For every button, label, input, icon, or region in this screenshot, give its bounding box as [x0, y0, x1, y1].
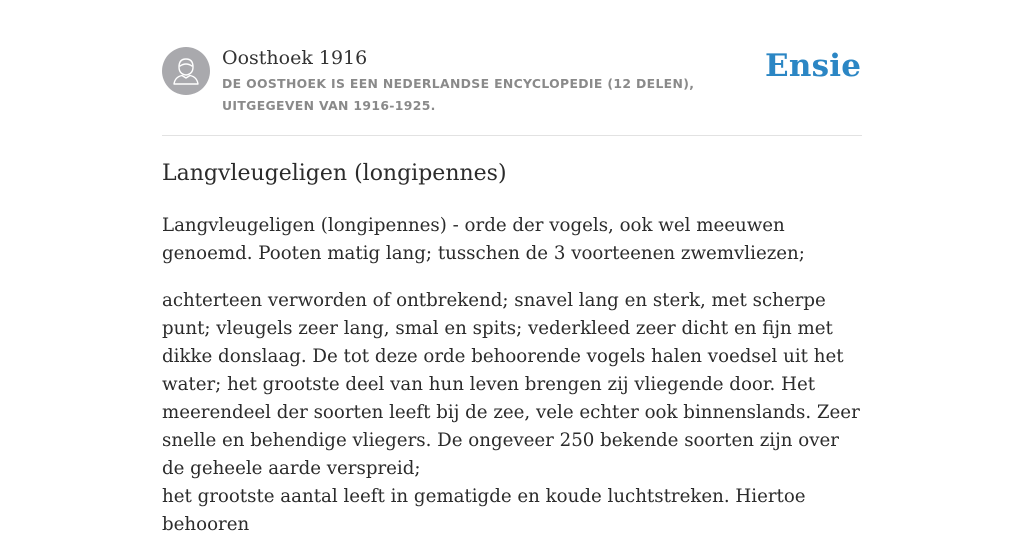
article-paragraph: het grootste aantal leeft in gematigde en koude luchtstreken. Hiertoe behooren — [162, 486, 806, 535]
source-header — [162, 46, 862, 116]
article-paragraph: achterteen verworden of ontbrekend; snavel lang en sterk, met scherpe punt; vleugels zeer lang, smal en spits; vederkleed zeer dicht en fijn met dikke donslaag. De tot deze orde behoorende vogels halen voedsel uit het water; het grootste deel van hun leven brengen zij vliegende door. Het meerendeel der soorten leeft bij de zee, vele echter ook binnenslands. Zeer snelle en behendige vliegers. De ongeveer 250 bekende soorten zijn over de geheele aarde verspreid; — [162, 290, 860, 479]
source-avatar[interactable] — [162, 47, 210, 95]
source-name[interactable]: Oosthoek 1916 — [222, 47, 368, 69]
source-description: DE OOSTHOEK IS EEN NEDERLANDSE ENCYCLOPEDIE (12 DELEN), UITGEGEVEN VAN 1916-1925. — [222, 76, 695, 113]
ensie-logo[interactable]: Ensie — [765, 48, 862, 84]
article-title: Langvleugeligen (longipennes) — [162, 161, 507, 186]
divider — [162, 135, 862, 136]
article-paragraph: Langvleugeligen (longipennes) - orde der vogels, ook wel meeuwen genoemd. Pooten matig lang; tusschen de 3 voorteenen zwemvliezen; — [162, 215, 805, 264]
user-icon — [162, 47, 210, 95]
